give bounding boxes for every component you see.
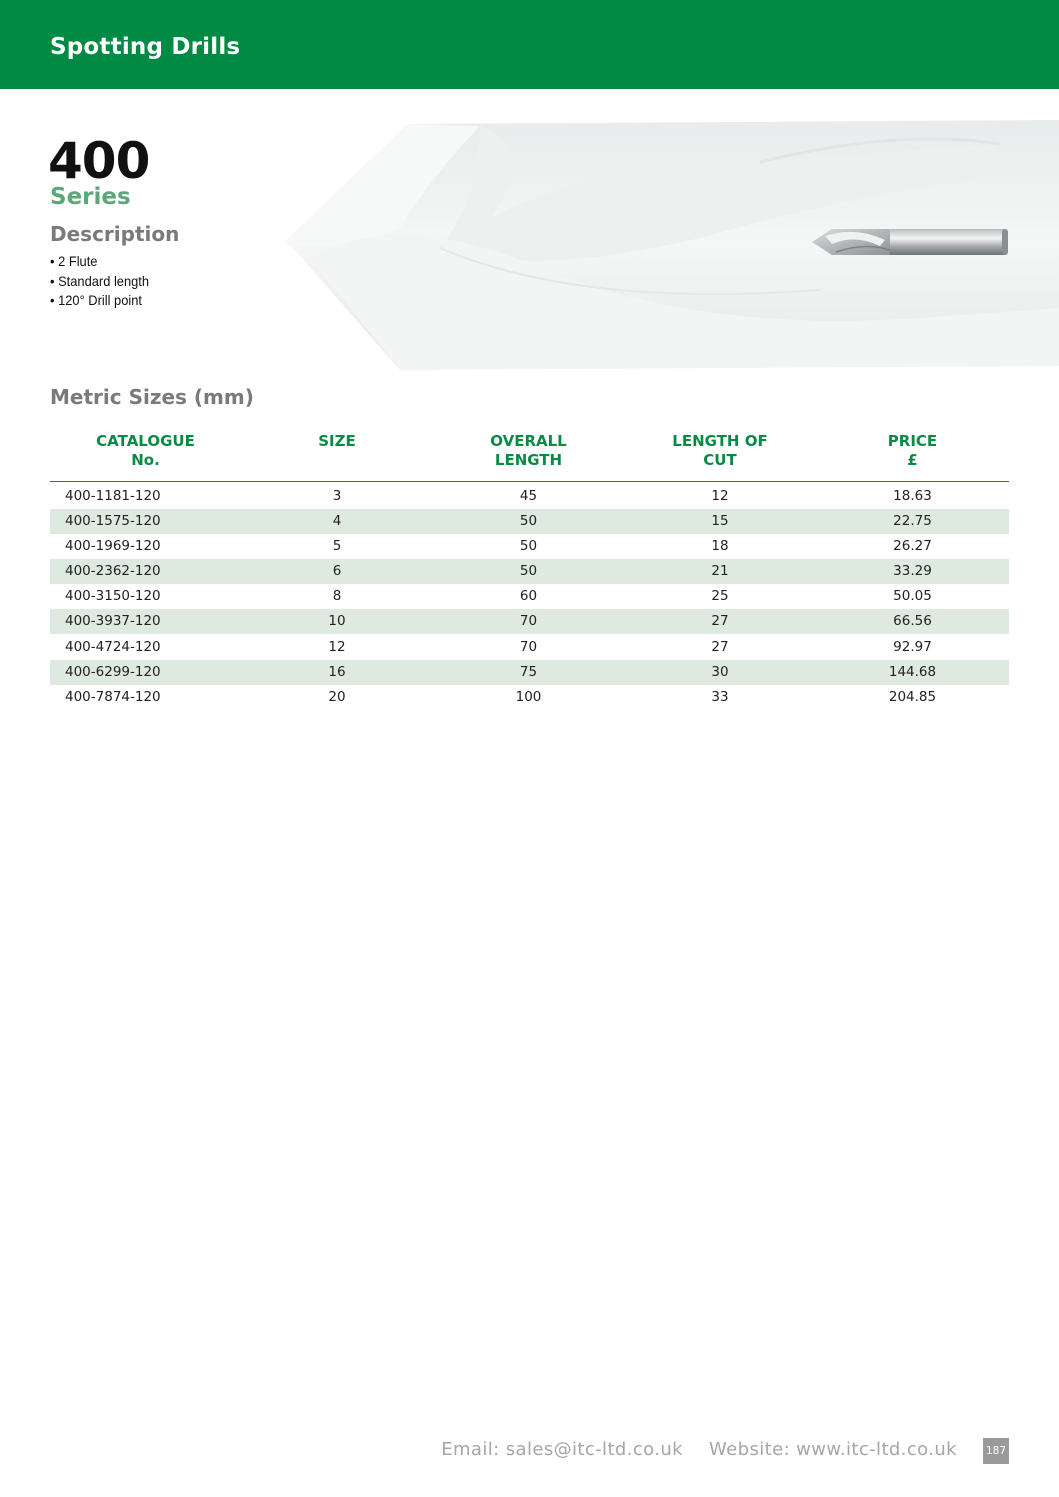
price-cell: 50.05 [893,588,932,605]
overall-length-cell: 45 [519,487,538,504]
series-number: 400 [48,132,150,190]
table-row [50,609,1009,634]
sizes-table [50,428,1009,710]
table-row [50,634,1009,659]
table-row [50,534,1009,559]
table-row [50,685,1009,710]
overall-length-cell: 50 [433,509,624,534]
length-of-cut-cell: 33 [711,688,729,705]
size-cell: 20 [328,688,346,705]
price-cell: 18.63 [893,487,932,504]
catalogue-number: 400-6299-120 [50,660,241,685]
table-row [50,660,1009,685]
length-of-cut-cell: 27 [624,609,816,634]
overall-length-cell: 100 [515,688,542,705]
length-of-cut-cell: 30 [624,660,816,685]
header-bar [0,0,1059,89]
catalogue-number: 400-1181-120 [65,487,161,504]
price-cell: 26.27 [893,537,932,554]
catalogue-number: 400-1969-120 [65,537,161,554]
size-cell: 4 [241,509,433,534]
table-row [50,559,1009,584]
price-cell: 66.56 [816,609,1009,634]
table-row [50,584,1009,609]
length-of-cut-cell: 15 [624,509,816,534]
catalogue-number: 400-1575-120 [50,509,241,534]
overall-length-cell: 70 [519,638,538,655]
catalogue-number: 400-4724-120 [65,638,161,655]
feature-item: • Standard length [50,272,150,289]
size-cell: 6 [241,559,433,584]
catalogue-number: 400-3150-120 [65,588,161,605]
catalogue-number: 400-3937-120 [50,609,241,634]
size-cell: 12 [328,638,346,655]
length-of-cut-cell: 25 [711,588,729,605]
drill-bit-thumbnail [812,229,1008,255]
overall-length-cell: 60 [519,588,538,605]
price-cell: 33.29 [816,559,1009,584]
website-link[interactable]: Website: www.itc-ltd.co.uk [709,1439,957,1460]
drill-bit-illustration [280,118,1059,376]
series-label: Series [50,184,131,210]
size-cell: 8 [332,588,342,605]
feature-item: • 120° Drill point [50,292,142,308]
overall-length-cell: 50 [433,559,624,584]
page-number: 187 [983,1438,1009,1464]
price-cell: 22.75 [816,509,1009,534]
page-title: Spotting Drills [50,34,241,60]
footer-contact [441,1439,957,1460]
feature-item: • 2 Flute [50,253,98,269]
table-header-row [50,428,1009,481]
price-cell: 92.97 [893,638,932,655]
size-cell: 16 [241,660,433,685]
metric-sizes-heading: Metric Sizes (mm) [50,385,254,409]
overall-length-cell: 70 [433,609,624,634]
column-header-overall-length: OVERALL LENGTH [433,428,624,481]
length-of-cut-cell: 27 [711,638,729,655]
column-header-catalogue: CATALOGUE No. [50,428,241,481]
length-of-cut-cell: 12 [711,487,729,504]
length-of-cut-cell: 18 [711,537,729,554]
catalogue-number: 400-2362-120 [50,559,241,584]
price-cell: 204.85 [888,688,937,705]
size-cell: 3 [332,487,342,504]
column-header-price: PRICE £ [816,428,1009,481]
email-link[interactable]: Email: sales@itc-ltd.co.uk [441,1439,684,1460]
feature-list [50,252,158,311]
length-of-cut-cell: 21 [624,559,816,584]
overall-length-cell: 75 [433,660,624,685]
size-cell: 5 [332,537,342,554]
description-heading: Description [50,222,180,246]
table-row [50,509,1009,534]
overall-length-cell: 50 [519,537,538,554]
table-row [50,481,1009,509]
price-cell: 144.68 [816,660,1009,685]
size-cell: 10 [241,609,433,634]
column-header-size: SIZE [241,428,433,481]
column-header-length-of-cut: LENGTH OF CUT [624,428,816,481]
catalogue-number: 400-7874-120 [65,688,161,705]
